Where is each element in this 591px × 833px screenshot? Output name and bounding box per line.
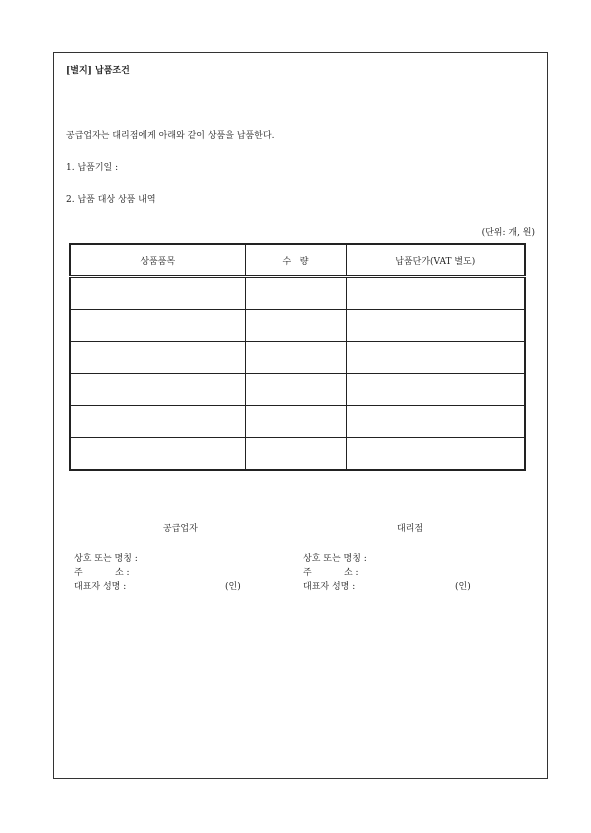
table-cell[interactable] [245, 342, 346, 374]
table-cell[interactable] [70, 406, 245, 438]
table-cell[interactable] [70, 374, 245, 406]
supplier-address-label-2: 소 : [115, 568, 130, 578]
table-cell[interactable] [70, 310, 245, 342]
header-unit-price: 납품단가(VAT 별도) [346, 244, 525, 277]
delivery-items-table [69, 243, 526, 471]
annex-title: [별지] 납품조건 [66, 66, 130, 76]
delivery-date-label: 1. 납품기일 : [66, 163, 119, 173]
table-row [70, 310, 525, 342]
agent-name-label: 상호 또는 명칭 : [303, 554, 367, 564]
table-row [70, 438, 525, 471]
table-cell[interactable] [346, 310, 525, 342]
table-cell[interactable] [346, 374, 525, 406]
table-cell[interactable] [245, 310, 346, 342]
table-cell[interactable] [245, 374, 346, 406]
header-quantity: 수 량 [245, 244, 346, 277]
agent-address-label-1: 주 [303, 568, 312, 578]
table-cell[interactable] [346, 342, 525, 374]
agent-seal: (인) [455, 582, 471, 592]
product-list-label: 2. 납품 대상 상품 내역 [66, 195, 156, 205]
table-header-row [70, 244, 525, 277]
unit-note: (단위: 개, 원) [481, 228, 535, 238]
table-row [70, 277, 525, 310]
agent-representative-label: 대표자 성명 : [303, 582, 356, 592]
supplier-title: 공급업자 [163, 524, 198, 534]
table-cell[interactable] [245, 277, 346, 310]
table-row [70, 406, 525, 438]
table-cell[interactable] [70, 277, 245, 310]
intro-text: 공급업자는 대리점에게 아래와 같이 상품을 납품한다. [66, 131, 275, 141]
supplier-representative-label: 대표자 성명 : [74, 582, 127, 592]
table-cell[interactable] [346, 438, 525, 471]
table-row [70, 374, 525, 406]
supplier-address-label-1: 주 [74, 568, 83, 578]
supplier-name-label: 상호 또는 명칭 : [74, 554, 138, 564]
table-row [70, 342, 525, 374]
table-cell[interactable] [70, 438, 245, 471]
table-cell[interactable] [70, 342, 245, 374]
table-cell[interactable] [346, 277, 525, 310]
table-cell[interactable] [346, 406, 525, 438]
agent-title: 대리점 [397, 524, 424, 534]
agent-address-label-2: 소 : [344, 568, 359, 578]
supplier-seal: (인) [225, 582, 241, 592]
table-cell[interactable] [245, 438, 346, 471]
header-product: 상품품목 [70, 244, 245, 277]
table-cell[interactable] [245, 406, 346, 438]
